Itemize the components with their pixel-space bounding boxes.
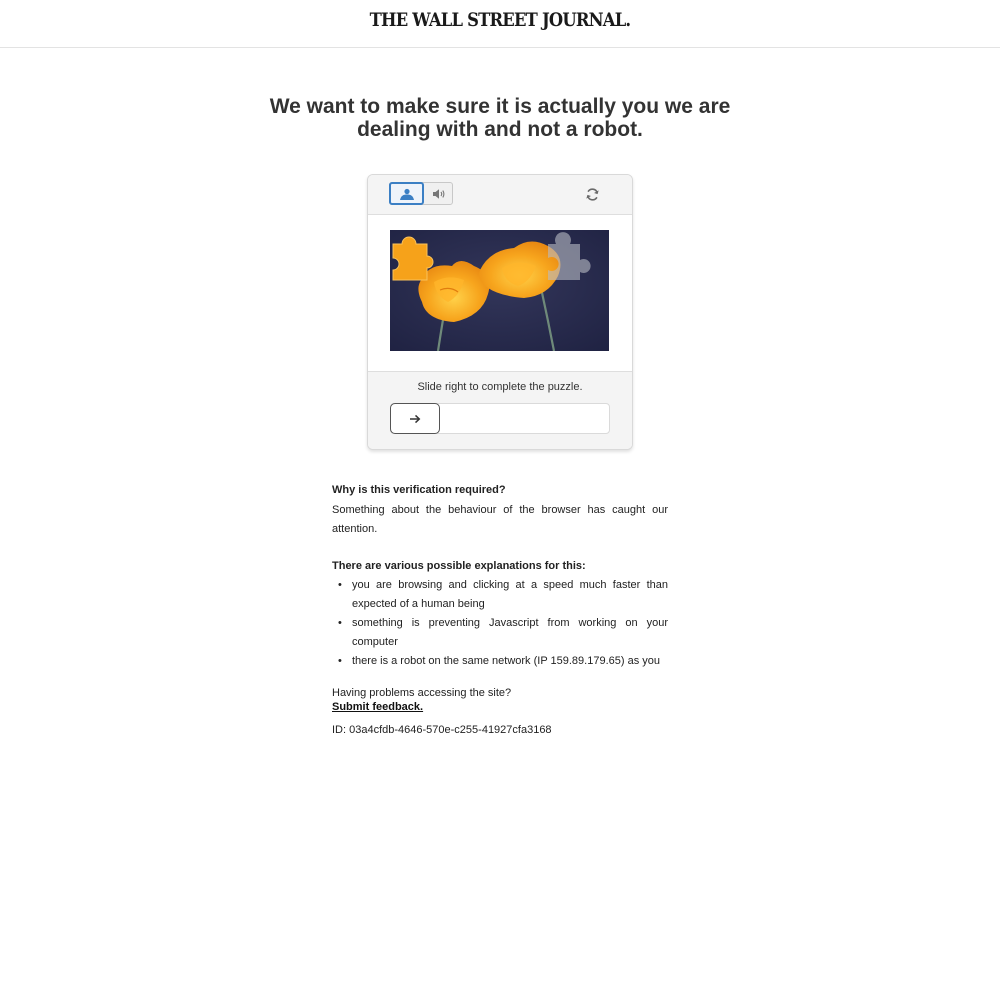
why-heading: Why is this verification required? [332,484,506,496]
verification-info [332,482,668,736]
audio-icon [432,188,446,200]
request-id: ID: 03a4cfdb-4646-570e-c255-41927cfa3168 [332,724,552,736]
list-item: • you are browsing and clicking at a speed much faster than expected of a human being [332,576,668,614]
why-text: Something about the behaviour of the browser has caught our attention. [332,504,668,535]
refresh-button[interactable] [584,186,600,202]
puzzle-image [390,230,609,351]
page-title: We want to make sure it is actually you we are dealing with and not a robot. [269,95,731,141]
submit-feedback-link[interactable]: Submit feedback. [332,701,424,713]
captcha-toolbar [368,175,632,215]
captcha-mode-toggle [389,182,453,205]
arrow-right-icon [409,414,421,424]
wsj-logo: THE WALL STREET JOURNAL. [369,9,631,31]
slider-area [368,371,632,450]
slider-handle[interactable] [390,403,440,434]
list-item: • there is a robot on the same network (IP 159.89.179.65) as you [332,652,668,671]
refresh-icon [585,187,600,202]
list-item: • something is preventing Javascript from working on your computer [332,614,668,652]
problems-text: Having problems accessing the site? [332,687,512,699]
image-icon [399,188,415,200]
explanations-list [332,576,668,671]
explanations-heading: There are various possible explanations for this: [332,560,586,572]
problems-section [332,687,668,714]
image-mode-button[interactable] [389,182,424,205]
header [0,0,1000,48]
poppy-picture [390,230,609,351]
slider-instruction: Slide right to complete the puzzle. [417,381,583,393]
captcha-widget [367,174,633,450]
audio-mode-button[interactable] [426,183,452,204]
